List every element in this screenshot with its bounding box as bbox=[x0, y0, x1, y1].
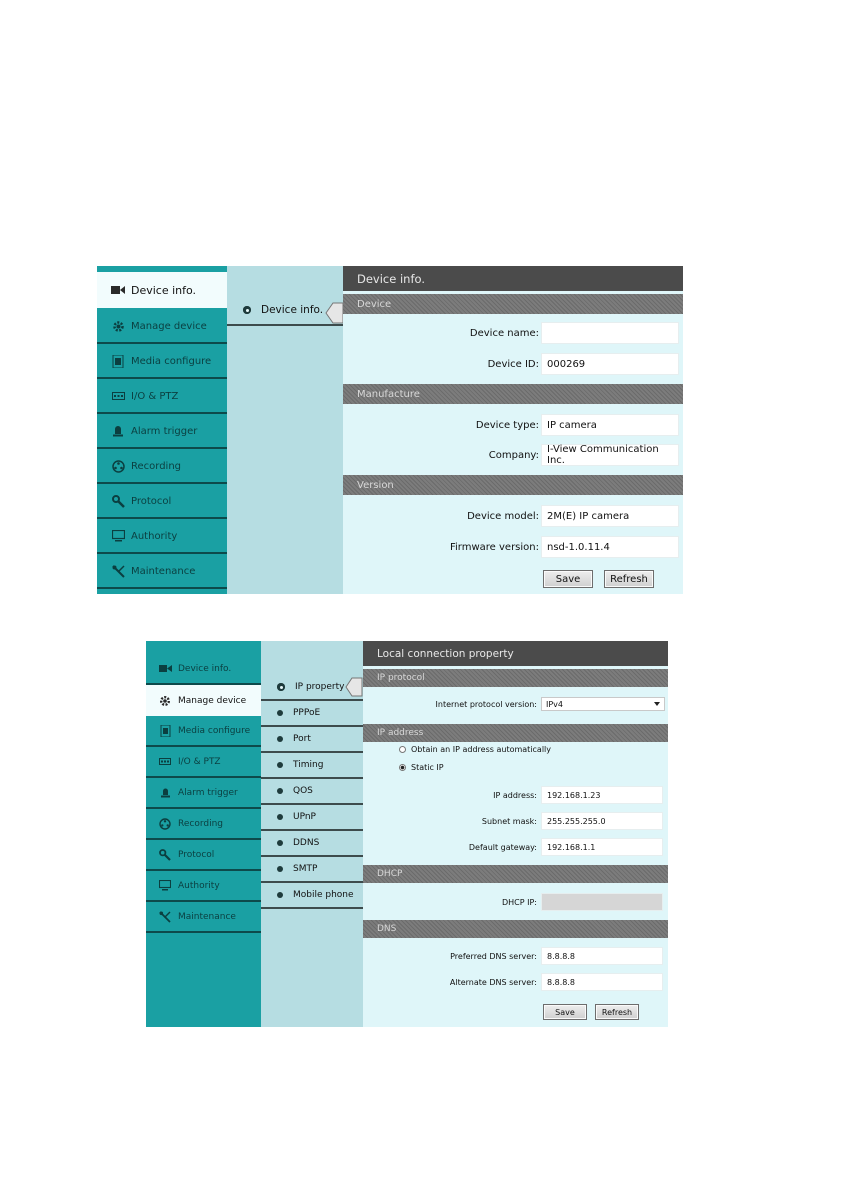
sub-item-qos[interactable] bbox=[261, 779, 363, 805]
nav-label: Manage device bbox=[178, 695, 247, 706]
bullet-icon bbox=[277, 788, 283, 794]
tools-icon bbox=[111, 565, 125, 577]
row-alternate-dns bbox=[363, 973, 668, 991]
save-button[interactable]: Save bbox=[543, 1004, 587, 1020]
section-version bbox=[343, 475, 683, 495]
sub-label: Timing bbox=[293, 760, 324, 770]
active-dot-icon bbox=[243, 306, 251, 314]
protocol-version-label: Internet protocol version: bbox=[435, 699, 537, 709]
row-company bbox=[343, 444, 683, 466]
io-port-icon bbox=[111, 390, 125, 402]
refresh-button[interactable]: Refresh bbox=[595, 1004, 639, 1020]
section-label: Version bbox=[357, 479, 394, 491]
nav-item-maintenance[interactable] bbox=[146, 902, 261, 933]
sub-item-timing[interactable] bbox=[261, 753, 363, 779]
camera-icon bbox=[158, 663, 172, 675]
radio-label: Static IP bbox=[411, 762, 444, 772]
section-label: Manufacture bbox=[357, 388, 420, 400]
radio-static-ip[interactable] bbox=[399, 761, 444, 773]
nav-label: Alarm trigger bbox=[131, 425, 198, 437]
row-default-gateway bbox=[363, 838, 668, 856]
nav-item-io-ptz[interactable] bbox=[146, 747, 261, 778]
main-nav bbox=[97, 266, 227, 594]
nav-item-recording[interactable] bbox=[97, 450, 227, 484]
page-title bbox=[343, 266, 683, 291]
ip-address-input[interactable]: 192.168.1.23 bbox=[541, 786, 663, 804]
subnet-mask-input[interactable]: 255.255.255.0 bbox=[541, 812, 663, 830]
dropdown-arrow-icon bbox=[654, 702, 660, 706]
bullet-icon bbox=[277, 762, 283, 768]
alarm-bell-icon bbox=[111, 425, 125, 437]
save-button[interactable]: Save bbox=[543, 570, 593, 588]
bullet-icon bbox=[277, 866, 283, 872]
nav-item-manage-device[interactable] bbox=[146, 685, 261, 716]
sub-item-port[interactable] bbox=[261, 727, 363, 753]
io-port-icon bbox=[158, 756, 172, 768]
gear-icon bbox=[111, 320, 125, 332]
sub-item-smtp[interactable] bbox=[261, 857, 363, 883]
nav-item-maintenance[interactable] bbox=[97, 555, 227, 589]
section-label: IP protocol bbox=[377, 673, 425, 683]
sub-label: SMTP bbox=[293, 864, 318, 874]
sub-label: Mobile phone bbox=[293, 890, 354, 900]
film-icon bbox=[111, 355, 125, 367]
camera-icon bbox=[111, 284, 125, 296]
radio-obtain-automatically[interactable] bbox=[399, 743, 551, 755]
reel-icon bbox=[111, 460, 125, 472]
nav-label: Protocol bbox=[178, 849, 215, 860]
active-dot-icon bbox=[277, 683, 285, 691]
nav-label: Authority bbox=[178, 880, 220, 891]
nav-label: Alarm trigger bbox=[178, 787, 238, 798]
protocol-version-value: IPv4 bbox=[546, 699, 564, 709]
section-label: DHCP bbox=[377, 869, 403, 879]
section-ip-address bbox=[363, 724, 668, 742]
nav-item-manage-device[interactable] bbox=[97, 310, 227, 344]
screenshot-local-connection bbox=[146, 641, 668, 1027]
selection-pointer-icon bbox=[325, 302, 345, 324]
nav-item-recording[interactable] bbox=[146, 809, 261, 840]
wrench-icon bbox=[111, 495, 125, 507]
sub-label: IP property bbox=[295, 682, 345, 692]
device-type-label: Device type: bbox=[475, 419, 539, 431]
sub-label: Port bbox=[293, 734, 311, 744]
radio-label: Obtain an IP address automatically bbox=[411, 744, 552, 754]
sub-item-ddns[interactable] bbox=[261, 831, 363, 857]
page-title-text: Local connection property bbox=[377, 647, 514, 660]
nav-item-alarm-trigger[interactable] bbox=[146, 778, 261, 809]
nav-label: Recording bbox=[131, 460, 182, 472]
film-icon bbox=[158, 725, 172, 737]
device-id-label: Device ID: bbox=[487, 358, 539, 370]
sub-item-upnp[interactable] bbox=[261, 805, 363, 831]
nav-label: I/O & PTZ bbox=[131, 390, 179, 402]
nav-label: Device info. bbox=[131, 283, 197, 297]
row-device-name bbox=[343, 322, 683, 344]
protocol-version-select[interactable] bbox=[541, 697, 665, 711]
content-panel bbox=[363, 641, 668, 1027]
row-device-model bbox=[343, 505, 683, 527]
nav-item-media-configure[interactable] bbox=[146, 716, 261, 747]
row-subnet-mask bbox=[363, 812, 668, 830]
row-ip-address bbox=[363, 786, 668, 804]
selection-pointer-icon bbox=[345, 677, 363, 697]
section-label: IP address bbox=[377, 728, 424, 738]
company-label: Company: bbox=[488, 449, 539, 461]
alternate-dns-input[interactable]: 8.8.8.8 bbox=[541, 973, 663, 991]
sub-label: UPnP bbox=[293, 812, 316, 822]
nav-item-device-info[interactable] bbox=[97, 272, 227, 308]
bullet-icon bbox=[277, 736, 283, 742]
device-id-input[interactable]: 000269 bbox=[541, 353, 679, 375]
nav-label: Maintenance bbox=[131, 565, 196, 577]
nav-label: Media configure bbox=[131, 355, 212, 367]
nav-item-device-info[interactable] bbox=[146, 654, 261, 685]
row-protocol-version bbox=[363, 697, 668, 711]
device-model-input[interactable]: 2M(E) IP camera bbox=[541, 505, 679, 527]
company-input[interactable]: I-View Communication Inc. bbox=[541, 444, 679, 466]
gear-icon bbox=[158, 695, 172, 707]
section-device bbox=[343, 294, 683, 314]
section-dhcp bbox=[363, 865, 668, 883]
sub-label: Device info. bbox=[261, 304, 324, 316]
sub-label: PPPoE bbox=[293, 708, 321, 718]
device-name-label: Device name: bbox=[469, 327, 539, 339]
row-device-id bbox=[343, 353, 683, 375]
section-ip-protocol bbox=[363, 669, 668, 687]
row-firmware bbox=[343, 536, 683, 558]
nav-item-protocol[interactable] bbox=[97, 485, 227, 519]
bullet-icon bbox=[277, 710, 283, 716]
preferred-dns-label: Preferred DNS server: bbox=[450, 951, 537, 961]
nav-item-authority[interactable] bbox=[97, 520, 227, 554]
device-name-input[interactable] bbox=[541, 322, 679, 344]
default-gateway-input[interactable]: 192.168.1.1 bbox=[541, 838, 663, 856]
row-dhcp-ip bbox=[363, 893, 668, 911]
sub-nav bbox=[261, 641, 363, 1027]
dhcp-ip-input[interactable] bbox=[541, 893, 663, 911]
nav-label: I/O & PTZ bbox=[178, 756, 221, 767]
section-dns bbox=[363, 920, 668, 938]
nav-label: Maintenance bbox=[178, 911, 236, 922]
dhcp-ip-label: DHCP IP: bbox=[501, 897, 537, 907]
sub-item-pppoe[interactable] bbox=[261, 701, 363, 727]
row-preferred-dns bbox=[363, 947, 668, 965]
nav-item-media-configure[interactable] bbox=[97, 345, 227, 379]
section-label: Device bbox=[357, 298, 392, 310]
sub-label: QOS bbox=[293, 786, 313, 796]
sub-label: DDNS bbox=[293, 838, 320, 848]
firmware-label: Firmware version: bbox=[449, 541, 539, 553]
nav-label: Device info. bbox=[178, 663, 232, 674]
nav-label: Protocol bbox=[131, 495, 172, 507]
section-manufacture bbox=[343, 384, 683, 404]
sub-item-mobile-phone[interactable] bbox=[261, 883, 363, 909]
nav-label: Manage device bbox=[131, 320, 207, 332]
monitor-icon bbox=[111, 530, 125, 542]
refresh-button[interactable]: Refresh bbox=[604, 570, 654, 588]
row-device-type bbox=[343, 414, 683, 436]
main-nav bbox=[146, 641, 261, 1027]
radio-off-icon bbox=[399, 746, 406, 753]
page-title-text: Device info. bbox=[357, 271, 426, 286]
nav-item-protocol[interactable] bbox=[146, 840, 261, 871]
device-type-input[interactable]: IP camera bbox=[541, 414, 679, 436]
nav-item-alarm-trigger[interactable] bbox=[97, 415, 227, 449]
page-title bbox=[363, 641, 668, 666]
firmware-input[interactable]: nsd-1.0.11.4 bbox=[541, 536, 679, 558]
section-label: DNS bbox=[377, 924, 397, 934]
alternate-dns-label: Alternate DNS server: bbox=[449, 977, 537, 987]
device-model-label: Device model: bbox=[467, 510, 539, 522]
reel-icon bbox=[158, 818, 172, 830]
nav-label: Authority bbox=[131, 530, 178, 542]
wrench-icon bbox=[158, 849, 172, 861]
tools-icon bbox=[158, 911, 172, 923]
nav-item-io-ptz[interactable] bbox=[97, 380, 227, 414]
screenshot-device-info bbox=[97, 266, 683, 594]
nav-label: Recording bbox=[178, 818, 224, 829]
nav-item-authority[interactable] bbox=[146, 871, 261, 902]
ip-address-label: IP address: bbox=[493, 790, 537, 800]
alarm-bell-icon bbox=[158, 787, 172, 799]
preferred-dns-input[interactable]: 8.8.8.8 bbox=[541, 947, 663, 965]
subnet-mask-label: Subnet mask: bbox=[481, 816, 537, 826]
nav-label: Media configure bbox=[178, 725, 251, 736]
content-panel bbox=[343, 266, 683, 594]
default-gateway-label: Default gateway: bbox=[468, 842, 537, 852]
monitor-icon bbox=[158, 880, 172, 892]
radio-on-icon bbox=[399, 764, 406, 771]
bullet-icon bbox=[277, 840, 283, 846]
bullet-icon bbox=[277, 892, 283, 898]
bullet-icon bbox=[277, 814, 283, 820]
